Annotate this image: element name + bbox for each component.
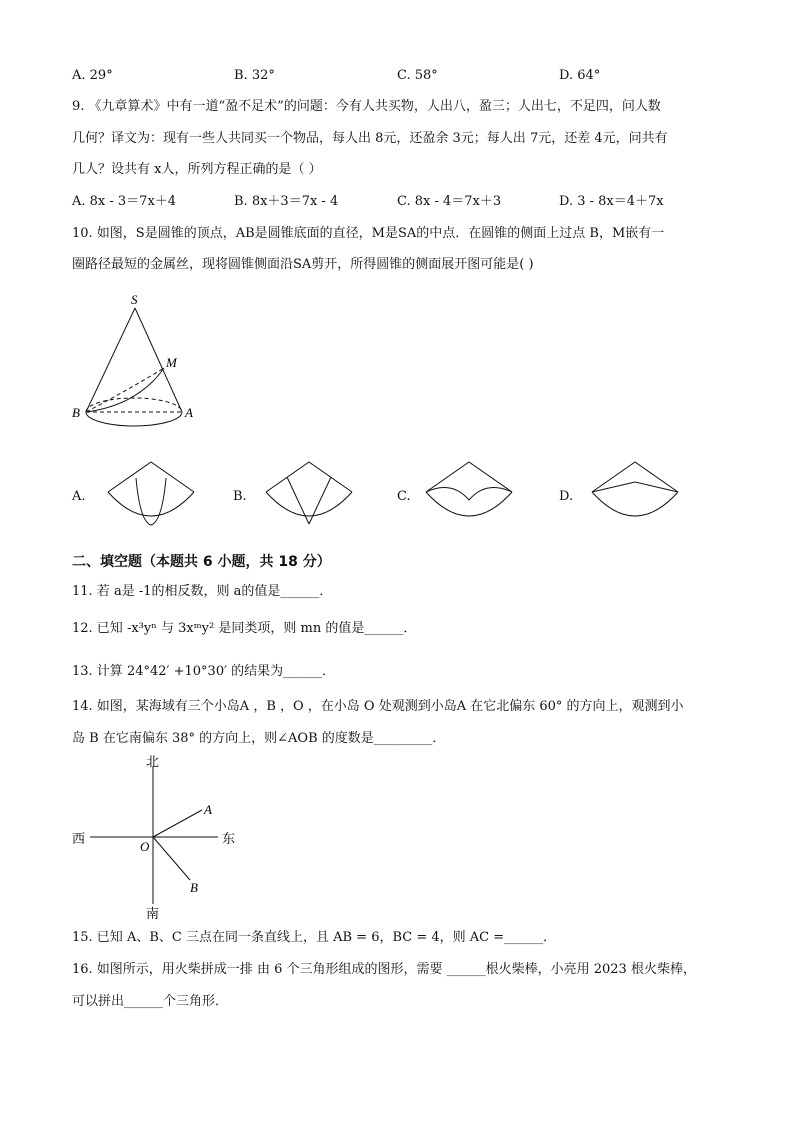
q9-line-3: 几人？设共有 x人，所列方程正确的是（ ） [72, 162, 322, 177]
sector-option-c [422, 460, 518, 530]
label-north: 北 [146, 754, 160, 769]
sector-option-b [262, 460, 358, 530]
label-b: B [190, 880, 198, 895]
q10-option-d-label: D. [559, 489, 574, 504]
q8-option-b: B. 32° [234, 68, 275, 83]
q9-option-d: D. 3 - 8x＝4＋7x [559, 194, 664, 209]
label-west: 西 [72, 831, 86, 846]
q10-option-b-label: B. [233, 489, 247, 504]
q9-option-a: A. 8x - 3＝7x＋4 [72, 194, 177, 209]
q16-line-2: 可以拼出______个三角形． [72, 994, 229, 1009]
q13: 13. 计算 24°42′ +10°30′ 的结果为______． [72, 664, 336, 679]
sector-option-a [104, 460, 200, 530]
label-a: A [204, 802, 212, 817]
q10-option-a-label: A. [72, 489, 86, 504]
q9-option-b: B. 8x＋3＝7x - 4 [234, 194, 339, 209]
q8-option-c: C. 58° [397, 68, 438, 83]
q11: 11. 若 a是 -1的相反数，则 a的值是______． [72, 584, 333, 599]
q8-option-d: D. 64° [559, 68, 601, 83]
q16-line-1: 16. 如图所示，用火柴拼成一排 由 6 个三角形组成的图形，需要 ______根火柴棒，小亮用 2023 根火柴棒， [72, 962, 696, 977]
section-2-title: 二、填空题（本题共 6 小题，共 18 分） [72, 554, 331, 570]
q10-line-1: 10. 如图，S是圆锥的顶点，AB是圆锥底面的直径，M是SA的中点．在圆锥的侧面上过点 B，M嵌有一 [72, 226, 665, 241]
q9-line-2: 几何？译文为：现有一些人共同买一个物品，每人出 8元，还盈余 3元；每人出 7元，还差 4元，问共有 [72, 131, 668, 146]
label-south: 南 [146, 906, 160, 921]
label-s: S [131, 292, 138, 307]
compass-figure [68, 752, 248, 922]
q9-option-c: C. 8x - 4＝7x＋3 [397, 194, 502, 209]
label-a: A [185, 405, 193, 420]
label-b: B [72, 405, 80, 420]
cone-figure [68, 290, 208, 440]
q14-line-1: 14. 如图，某海域有三个小岛A ，B ，O ，在小岛 O 处观测到小岛A 在它北偏东 60° 的方向上，观测到小 [72, 699, 684, 714]
q10-option-c-label: C. [397, 489, 411, 504]
label-o: O [140, 839, 150, 854]
q15: 15. 已知 A、B、C 三点在同一条直线上，且 AB = 6，BC = 4，则 AC =______． [72, 930, 557, 945]
label-m: M [166, 355, 177, 370]
sector-option-d [588, 460, 684, 530]
q8-option-a: A. 29° [72, 68, 113, 83]
q14-line-2: 岛 B 在它南偏东 38° 的方向上，则∠AOB 的度数是_________． [72, 731, 446, 746]
q9-line-1: 9. 《九章算术》中有一道“盈不足术”的问题：今有人共买物，人出八，盈三；人出七，不足四，问人数 [72, 99, 661, 114]
label-east: 东 [222, 831, 236, 846]
q10-line-2: 圈路径最短的金属丝，现将圆锥侧面沿SA剪开，所得圆锥的侧面展开图可能是( ) [72, 257, 534, 272]
q12: 12. 已知 -x³yⁿ 与 3xᵐy² 是同类项，则 mn 的值是______． [72, 621, 417, 636]
